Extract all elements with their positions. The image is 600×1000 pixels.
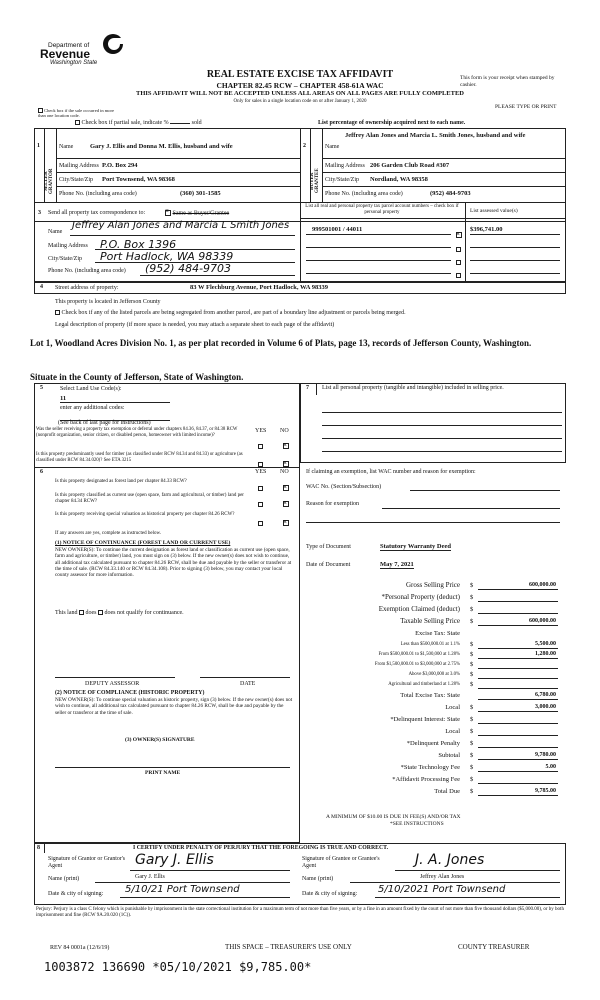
does-not-checkbox[interactable] bbox=[98, 610, 103, 615]
doc-type-label: Type of Document bbox=[306, 544, 351, 550]
qualify-line bbox=[55, 610, 184, 617]
additional-codes-label: enter any additional codes: bbox=[60, 405, 125, 411]
tax-label-b5: Agricultural and timberland at 1.28% bbox=[388, 682, 460, 687]
section7-number: 7 bbox=[306, 385, 309, 391]
q5-yes[interactable] bbox=[258, 514, 263, 532]
tax-label-del_int_local: Local bbox=[445, 728, 460, 735]
owner-signature: (3) OWNER(S) SIGNATURE bbox=[125, 737, 195, 743]
tax-dollar-sign: $ bbox=[470, 618, 474, 625]
county-treasurer: COUNTY TREASURER bbox=[458, 943, 530, 951]
form-subnotice: Only for sales in a single location code on or after January 1, 2020 bbox=[233, 99, 367, 104]
legal-label: Legal description of property (if more space is needed, you may attach a separate sheet to each page of the affidavit) bbox=[55, 322, 335, 328]
does-checkbox[interactable] bbox=[79, 610, 84, 615]
street-label: Street address of property: bbox=[55, 285, 119, 291]
buyer-city: Nordland, WA 98358 bbox=[370, 176, 428, 183]
does-not-label: does not qualify for continuance. bbox=[104, 610, 184, 616]
section3-label: Send all property tax correspondence to: bbox=[48, 210, 146, 216]
parcel-header: List all real and personal property tax parcel account numbers – check box if personal property bbox=[305, 204, 459, 215]
sig-grantee: J. A. Jones bbox=[415, 852, 485, 868]
wac-label: WAC No. (Section/Subsection) bbox=[306, 484, 382, 490]
buyer-addr: 206 Garden Club Road #307 bbox=[370, 162, 450, 169]
logo-line1: Department of bbox=[48, 42, 90, 49]
tax-dollar-sign: $ bbox=[470, 740, 474, 747]
seller-name-label: Name bbox=[59, 144, 74, 150]
tax-label-exemption: Exemption Claimed (deduct) bbox=[378, 605, 460, 613]
tax-label-b4: Above $3,000,000 at 3.0% bbox=[408, 672, 460, 677]
tax-label-b3: From $1,500,000.01 to $3,000,000 at 2.75% bbox=[374, 662, 460, 667]
tax-value-subtotal: 9,780.00 bbox=[535, 752, 556, 758]
seller-phone-label: Phone No. (including area code) bbox=[59, 191, 137, 197]
does-label: does bbox=[85, 610, 97, 616]
land-use-code: 11 bbox=[60, 395, 67, 402]
please-type: PLEASE TYPE OR PRINT bbox=[495, 104, 557, 110]
list-percentage-note: List percentage of ownership acquired next to each name. bbox=[318, 120, 466, 126]
section8-number: 8 bbox=[37, 845, 40, 851]
tax-dollar-sign: $ bbox=[470, 704, 474, 711]
same-as-buyer-check[interactable] bbox=[165, 210, 229, 217]
tax-value-total_state: 6,780.00 bbox=[535, 692, 556, 698]
tax-label-b2: From $500,000.01 to $1,500,000 at 1.28% bbox=[378, 652, 460, 657]
historic-body: NEW OWNER(S): To continue special valuation as historic property, sign (3) below. If the new owner(s) does not wish to continue, all additional tax calculated pursuant to chapter 84.26 RCW, shall be due and payable by the seller or transferor at the time of sale. bbox=[55, 697, 293, 716]
date-city-label-grantee: Date & city of signing: bbox=[302, 891, 358, 897]
receipt-note: This form is your receipt when stamped by cashier. bbox=[460, 75, 555, 88]
minimum-note: A MINIMUM OF $10.00 IS DUE IN FEE(S) AND/OR TAX bbox=[326, 814, 461, 820]
buyer-side-label: BUYER GRANTEE bbox=[310, 168, 320, 194]
deputy-date: DATE bbox=[240, 681, 256, 687]
name-print-label-grantee: Name (print) bbox=[302, 876, 334, 882]
yes-header-2: YES bbox=[255, 469, 267, 475]
doc-date: May 7, 2021 bbox=[380, 561, 414, 568]
tax-label-gross: Gross Selling Price bbox=[405, 581, 460, 589]
land-use-label: Select Land Use Code(s): bbox=[60, 386, 122, 392]
continuance-title: (1) NOTICE OF CONTINUANCE (FOREST LAND OR CURRENT USE) bbox=[55, 540, 231, 546]
segregated-checkbox[interactable] bbox=[55, 310, 60, 315]
s3-name: Jeffrey Alan Jones and Marcia L Smith Jones bbox=[72, 220, 290, 231]
s3-name-label: Name bbox=[48, 229, 63, 235]
tax-dollar-sign: $ bbox=[470, 776, 474, 783]
seller-addr: P.O. Box 294 bbox=[102, 162, 138, 169]
buyer-number: 2 bbox=[303, 143, 306, 149]
s3-phone-label: Phone No. (including area code) bbox=[48, 268, 126, 274]
tax-dollar-sign: $ bbox=[470, 606, 474, 613]
section8-box bbox=[34, 843, 566, 905]
yes-header-1: YES bbox=[255, 428, 267, 434]
section5-number: 5 bbox=[40, 385, 43, 391]
buyer-phone: (952) 484-9703 bbox=[430, 190, 471, 197]
tax-label-affidavit: *Affidavit Processing Fee bbox=[392, 776, 460, 783]
tax-label-due: Total Due bbox=[434, 788, 460, 795]
assessed-header: List assessed value(s) bbox=[470, 208, 518, 214]
treasurer-stamp: 1003872 136690 *05/10/2021 $9,785.00* bbox=[44, 960, 312, 974]
personal-property-label: List all personal property (tangible and intangible) included in selling price. bbox=[322, 385, 504, 391]
county-note: This property is located in Jefferson County bbox=[55, 299, 161, 305]
tax-label-b1: Less than $500,000.01 at 1.1% bbox=[400, 642, 460, 647]
assessed-value: $396,741.00 bbox=[470, 226, 503, 233]
no-header-1: NO bbox=[280, 428, 289, 434]
seller-name: Gary J. Ellis and Donna M. Ellis, husband and wife bbox=[90, 143, 233, 150]
tax-label-local: Local bbox=[445, 704, 460, 711]
tax-value-local: 3,000.00 bbox=[535, 704, 556, 710]
tax-dollar-sign: $ bbox=[470, 671, 474, 678]
tax-dollar-sign: $ bbox=[470, 728, 474, 735]
section4-number: 4 bbox=[40, 284, 43, 290]
form-title: REAL ESTATE EXCISE TAX AFFIDAVIT bbox=[206, 69, 394, 80]
sig-grantee-label: Signature of Grantee or Grantee's Agent bbox=[302, 856, 380, 869]
legal-lot: Lot 1, Woodland Acres Division No. 1, as per plat recorded in Volume 6 of Plats, page 13, records of Jefferson County, Washington. bbox=[30, 338, 532, 348]
q1-text: Was the seller receiving a property tax exemption or deferral under chapters 84.36, 84.37, or 84.38 RCW (nonprofit organization, senior citizen, or disabled person, homeowner with limited income)? bbox=[36, 427, 238, 438]
doc-date-label: Date of Document bbox=[306, 562, 351, 568]
date-city-grantor: 5/10/21 Port Townsend bbox=[125, 884, 240, 895]
tax-value-b1: 5,500.00 bbox=[535, 641, 556, 647]
perjury-text: Perjury: Perjury is a class C felony which is punishable by imprisonment in the state correctional institution for a maximum term of not more than five years, or by a fine in an amount fixed by the court of not more than five thousand dollars ($5,000.00), or by both imprisonment and fine (RCW 9A.20.020 (1C)). bbox=[36, 907, 564, 918]
no-header-2: NO bbox=[280, 469, 289, 475]
tax-dollar-sign: $ bbox=[470, 716, 474, 723]
date-city-grantee: 5/10/2021 Port Townsend bbox=[378, 884, 506, 895]
q1-no[interactable] bbox=[283, 437, 289, 455]
name-print-label-grantor: Name (print) bbox=[48, 876, 80, 882]
tax-dollar-sign: $ bbox=[470, 752, 474, 759]
section6-number: 6 bbox=[40, 469, 43, 475]
multi-location-check[interactable] bbox=[38, 108, 118, 118]
tax-label-total_state: Total Excise Tax: State bbox=[400, 692, 460, 699]
name-grantor: Gary J. Ellis bbox=[135, 874, 165, 880]
tax-label-personal: *Personal Property (deduct) bbox=[381, 593, 460, 601]
tax-value-b2: 1,280.00 bbox=[535, 651, 556, 657]
this-land-label: This land bbox=[55, 610, 78, 616]
buyer-phone-label: Phone No. (including area code) bbox=[325, 191, 403, 197]
revenue-logo bbox=[40, 30, 130, 70]
tax-label-subtotal: Subtotal bbox=[438, 752, 460, 759]
tax-label-excise: Excise Tax: State bbox=[415, 630, 460, 637]
segregated-label: Check box if any of the listed parcels are being segregated from another parcel, are part of a boundary line adjustment or parcels being merged. bbox=[61, 310, 406, 316]
s3-addr: P.O. Box 1396 bbox=[100, 238, 177, 251]
seller-side-label: SELLER GRANTOR bbox=[44, 168, 54, 194]
sig-grantor: Gary J. Ellis bbox=[135, 852, 214, 868]
tax-value-tech: 5.00 bbox=[545, 764, 556, 770]
s3-city: Port Hadlock, WA 98339 bbox=[100, 250, 234, 263]
print-name: PRINT NAME bbox=[145, 770, 181, 776]
tax-value-taxable: 600,000.00 bbox=[529, 618, 556, 624]
continuance-body: NEW OWNER(S): To continue the current designation as forest land or classification as current use (open space, farm and agriculture, or timber) land, you must sign on (3) below. If the new owner(s) does not wish to continue, all additional tax calculated pursuant to chapter 84.26 RCW, shall be due and payable by the seller or transferor at the time of sale. (RCW 84.33.140 or RCW 84.34.108). Prior to signing (3) below, you may contact your local county assessor for more information. bbox=[55, 547, 292, 579]
see-instructions-note: *SEE INSTRUCTIONS bbox=[390, 821, 444, 827]
tax-value-gross: 600,000.00 bbox=[529, 582, 556, 588]
tax-label-taxable: Taxable Selling Price bbox=[400, 617, 460, 625]
legal-situate: Situate in the County of Jefferson, State of Washington. bbox=[30, 372, 244, 382]
treasurer-space: THIS SPACE – TREASURER'S USE ONLY bbox=[225, 943, 352, 951]
sold-label: sold bbox=[191, 120, 202, 126]
certify-text: I CERTIFY UNDER PENALTY OF PERJURY THAT THE FOREGOING IS TRUE AND CORRECT. bbox=[133, 845, 389, 851]
parcel-number: 999501001 / 44011 bbox=[312, 226, 363, 233]
s3-addr-label: Mailing Address bbox=[48, 243, 88, 249]
doc-type: Statutory Warranty Deed bbox=[380, 543, 452, 550]
section3-number: 3 bbox=[38, 210, 41, 216]
tax-dollar-sign: $ bbox=[470, 681, 474, 688]
street-address: 83 W Flechburg Avenue, Port Hadlock, WA 98339 bbox=[190, 284, 329, 291]
logo-line3: Washington State bbox=[50, 60, 98, 66]
q4-no[interactable] bbox=[283, 495, 289, 513]
q5-text: Is this property receiving special valuation as historical property per chapter 84.26 RCW? bbox=[55, 512, 235, 517]
partial-sale-label: Check box if partial sale, indicate % bbox=[81, 120, 169, 126]
form-notice: THIS AFFIDAVIT WILL NOT BE ACCEPTED UNLESS ALL AREAS ON ALL PAGES ARE FULLY COMPLETED bbox=[136, 90, 464, 97]
tax-label-del_int_state: *Delinquent Interest: State bbox=[390, 716, 460, 723]
buyer-name-label: Name bbox=[325, 144, 340, 150]
deputy-assessor: DEPUTY ASSESSOR bbox=[85, 681, 140, 687]
name-grantee: Jeffrey Alan Jones bbox=[420, 874, 465, 880]
see-instructions: (See back of last page for instructions) bbox=[58, 420, 151, 426]
q3-text: Is this property designated as forest land per chapter 84.33 RCW? bbox=[55, 479, 187, 484]
form-revision: REV 84 0001a (12/6/19) bbox=[50, 945, 110, 951]
seller-addr-label: Mailing Address bbox=[59, 163, 99, 169]
s3-city-label: City/State/Zip bbox=[48, 256, 82, 262]
reason-label: Reason for exemption bbox=[306, 501, 359, 507]
tax-dollar-sign: $ bbox=[470, 582, 474, 589]
tax-dollar-sign: $ bbox=[470, 594, 474, 601]
q4-text: Is this property classified as current use (open space, farm and agricultural, or timber) land per chapter 84.34 RCW? bbox=[55, 493, 244, 504]
tax-dollar-sign: $ bbox=[470, 651, 474, 658]
seller-number: 1 bbox=[37, 143, 40, 149]
date-city-label-grantor: Date & city of signing: bbox=[48, 891, 104, 897]
exemption-label: If claiming an exemption, list WAC number and reason for exemption: bbox=[306, 469, 476, 475]
sig-grantor-label: Signature of Grantor or Grantor's Agent bbox=[48, 856, 126, 869]
multi-location-label: Check box if the sale occurred in more than one location code. bbox=[38, 108, 114, 119]
tax-label-penalty: *Delinquent Penalty bbox=[406, 740, 460, 747]
q2-text: Is this property predominantly used for timber (as classified under RCW 84.34 and 84.33) or agriculture (as classified under RCW 84.34.020)? See ETA 3215 bbox=[36, 452, 243, 463]
buyer-city-label: City/State/Zip bbox=[325, 177, 359, 183]
tax-dollar-sign: $ bbox=[470, 641, 474, 648]
logo-line2: Revenue bbox=[40, 47, 91, 61]
partial-sale-checkbox[interactable] bbox=[75, 120, 80, 125]
seller-city: Port Townsend, WA 98368 bbox=[102, 176, 175, 183]
partial-sale-check[interactable] bbox=[75, 120, 202, 127]
q4-yes[interactable] bbox=[258, 495, 263, 513]
if-any-yes: If any answers are yes, complete as instructed below. bbox=[55, 531, 162, 536]
tax-label-tech: *State Technology Fee bbox=[400, 764, 460, 771]
q5-no[interactable] bbox=[283, 514, 289, 532]
s3-phone: (952) 484-9703 bbox=[145, 262, 232, 275]
segregated-check[interactable] bbox=[55, 310, 406, 317]
buyer-name: Jeffrey Alan Jones and Marcia L. Smith Jones, husband and wife bbox=[345, 132, 526, 139]
buyer-addr-label: Mailing Address bbox=[325, 163, 365, 169]
seller-city-label: City/State/Zip bbox=[59, 177, 93, 183]
q1-yes[interactable] bbox=[258, 437, 263, 455]
seller-phone: (360) 301-1585 bbox=[180, 190, 221, 197]
form-chapter: CHAPTER 82.45 RCW – CHAPTER 458-61A WAC bbox=[216, 81, 384, 90]
same-as-buyer-label: Same as Buyer/Grantee bbox=[172, 210, 230, 217]
same-as-buyer-checkbox[interactable] bbox=[165, 210, 171, 216]
tax-value-due: 9,785.00 bbox=[535, 788, 556, 794]
tax-dollar-sign: $ bbox=[470, 788, 474, 795]
logo-swirl-icon bbox=[100, 32, 126, 56]
historic-title: (2) NOTICE OF COMPLIANCE (HISTORIC PROPERTY) bbox=[55, 690, 205, 696]
tax-dollar-sign: $ bbox=[470, 764, 474, 771]
tax-dollar-sign: $ bbox=[470, 661, 474, 668]
